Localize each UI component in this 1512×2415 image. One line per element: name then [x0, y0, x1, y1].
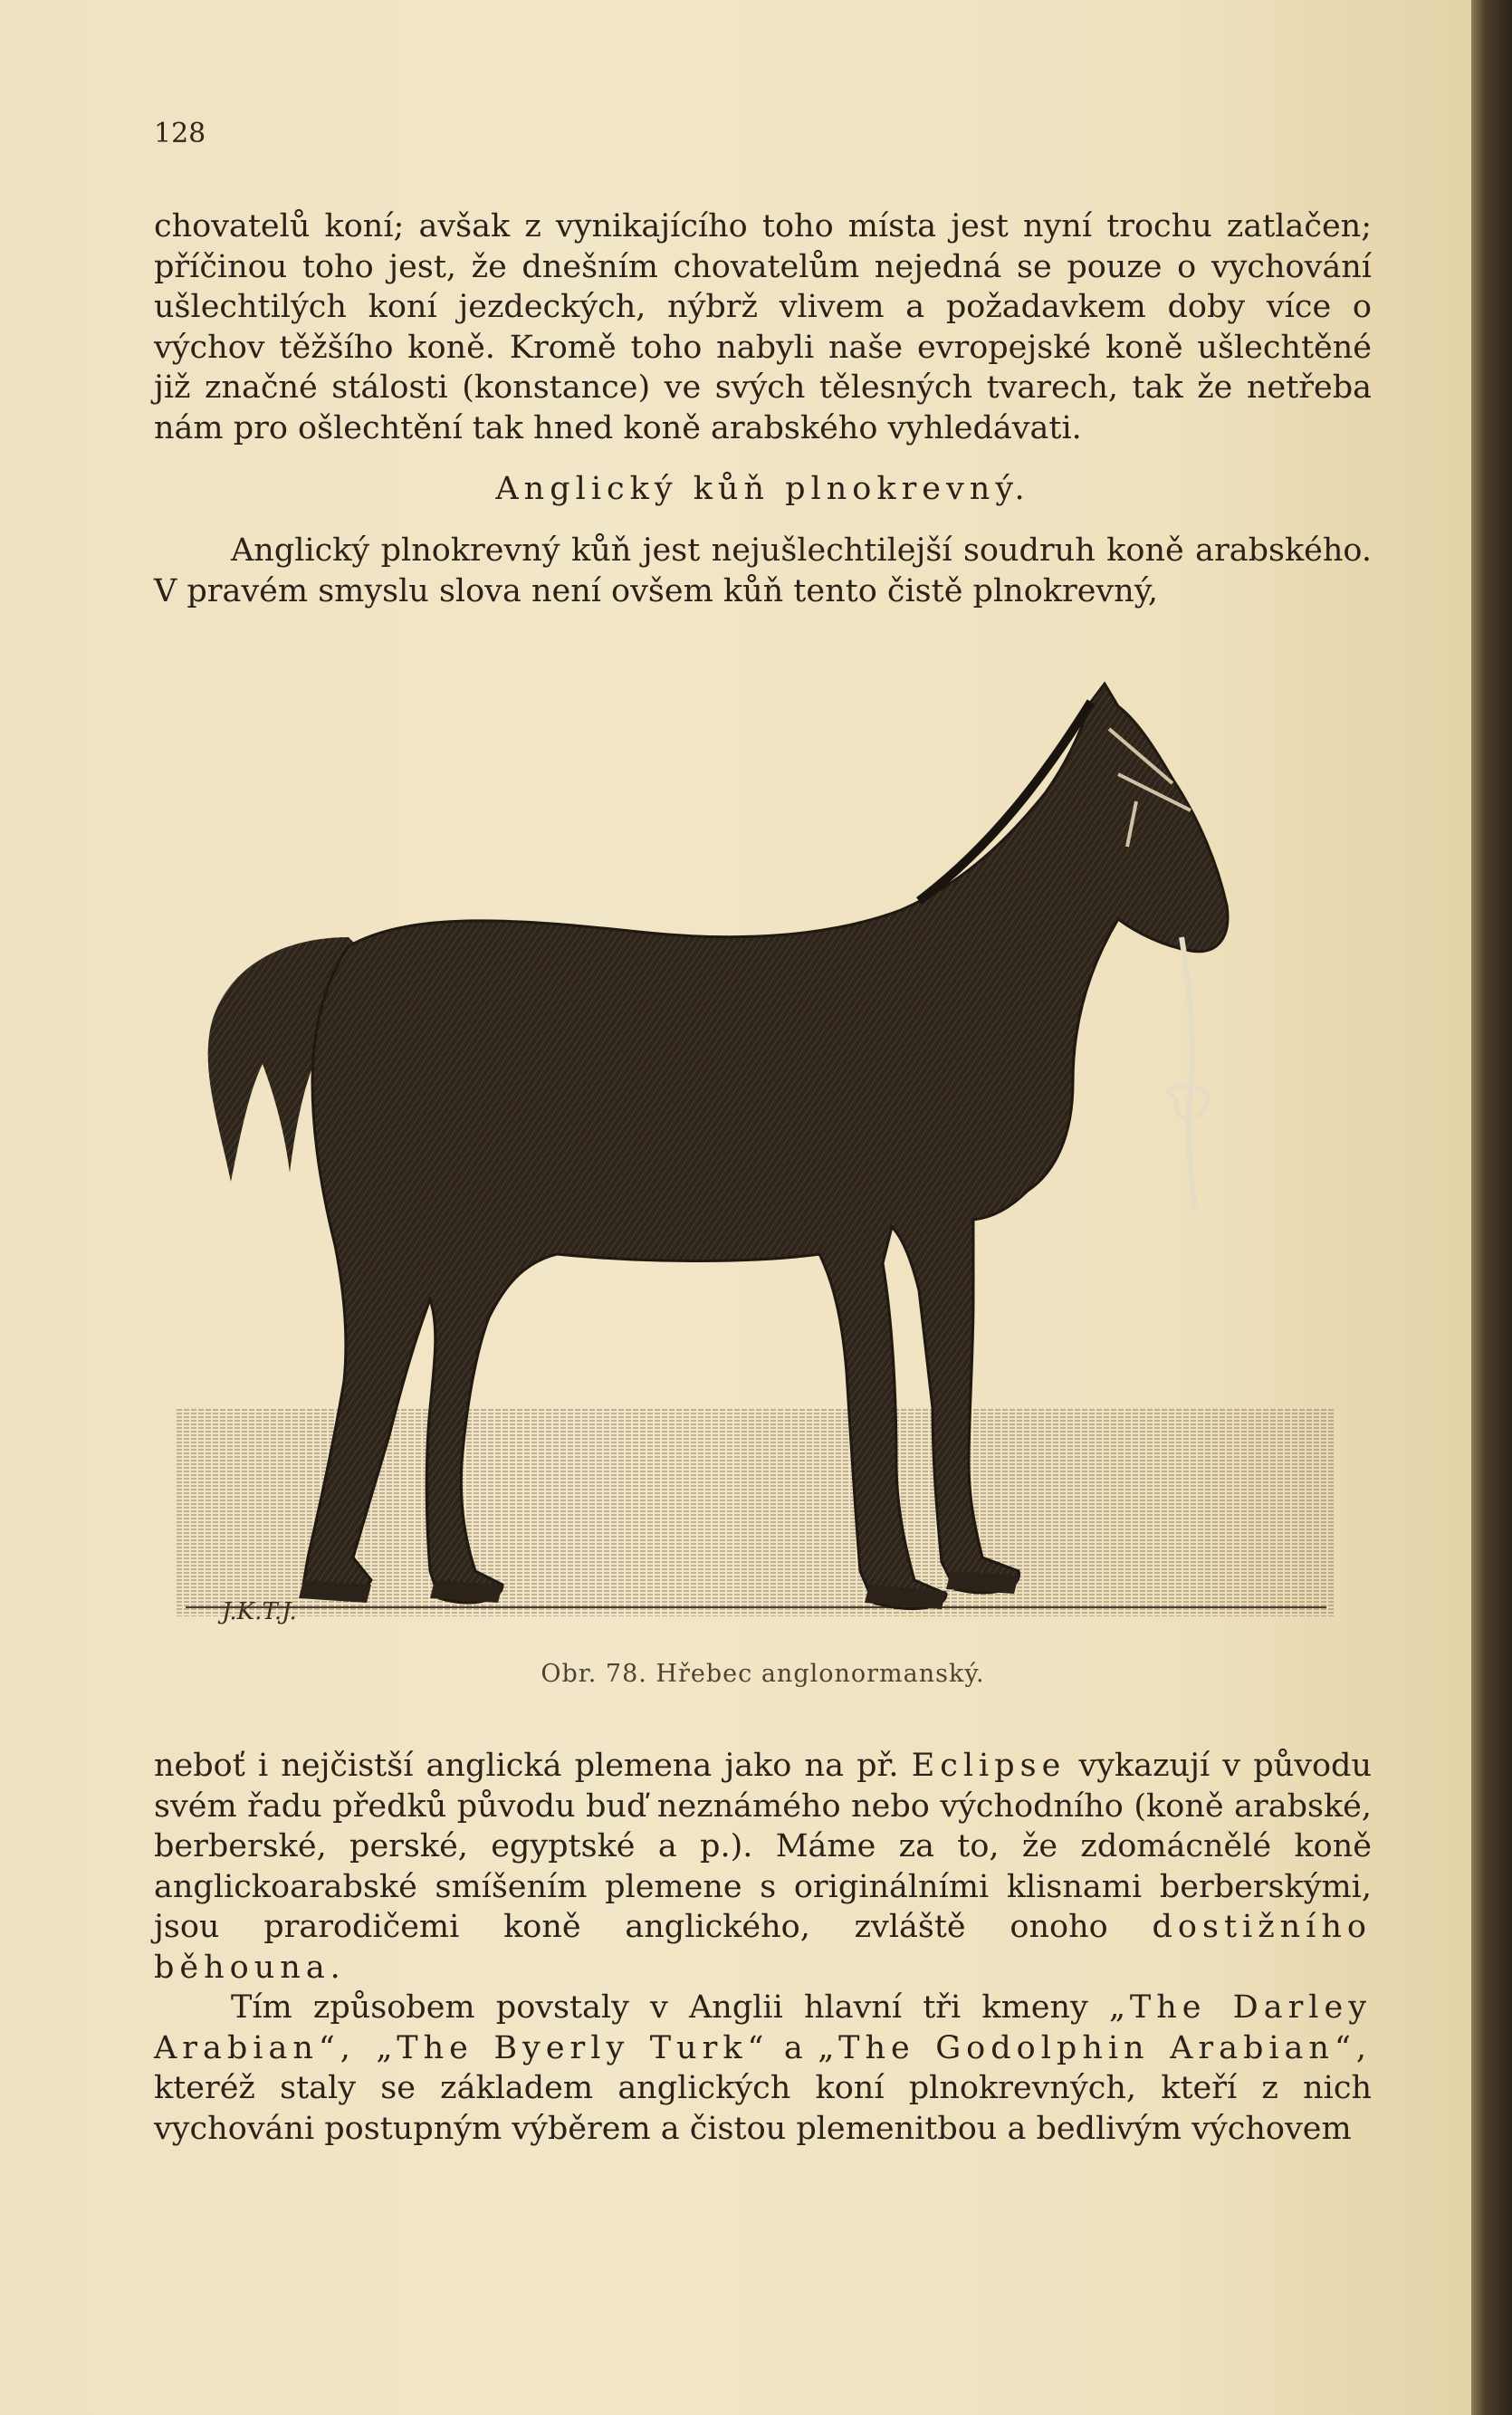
spaced-term-runner: dostižního běhouna.	[154, 1909, 1372, 1986]
text-span: neboť i nejčistší anglická plemena jako na př.	[154, 1748, 899, 1784]
paragraph-top-text: chovatelů koní; avšak z vynikajícího toho místa jest nyní trochu zatlačen; příčinou toho jest, že dnešním chovatelům nejedná se pouze o vychování ušlechtilých koní jezdeckých, nýbrž vlivem a požadavkem doby více o výchov těžšího koně. Kromě toho nabyli naše evropejské koně ušlechtěné již značné stálosti (konstance) ve svých tělesných tvarech, tak že netřeba nám pro ošlechtění tak hned koně arabského vyhledávati.	[154, 208, 1372, 446]
book-spine	[1471, 0, 1512, 2415]
figure-caption: Obr. 78. Hřebec anglonormanský.	[541, 1660, 985, 1688]
paragraph-section	[154, 531, 1372, 611]
horse-illustration	[177, 666, 1335, 1644]
section-heading: Anglický kůň plnokrevný.	[495, 471, 1030, 507]
lead-rope	[1182, 937, 1195, 1209]
paragraph-top	[154, 206, 1372, 448]
spaced-term-godolphin: „The Godolphin Arabian“,	[818, 2029, 1372, 2066]
spaced-term-eclipse: Eclipse	[911, 1748, 1067, 1784]
paragraph-after-1	[154, 1746, 1372, 1988]
spaced-term-breeds: „The Darley Arabian“, „The Byerly Turk“	[154, 1989, 1372, 2066]
text-span: Tím způsobem povstaly v Anglii hlavní tři kmeny	[231, 1989, 1088, 2026]
text-span: vykazují v původu svém řadu předků původu buď neznámého nebo východního (koně arabské, berberské, perské, egyptské a p.). Máme za to, že zdomácnělé koně anglickoarabské smíšením plemene s originálními klisnami berberskými, jsou prarodičemi koně anglického, zvláště onoho	[154, 1748, 1372, 1945]
page-number: 128	[154, 118, 206, 149]
engraver-signature: J.K.T.J.	[222, 1598, 297, 1625]
paragraph-after-2-text	[154, 1988, 1372, 2149]
paragraph-section-text: Anglický plnokrevný kůň jest nejušlechtilejší soudruh koně arabského. V pravém smyslu slova není ovšem kůň tento čistě plnokrevný,	[154, 532, 1372, 609]
paragraph-after-2	[154, 1988, 1372, 2149]
text-span: a	[783, 2029, 803, 2066]
text-span: kteréž staly se základem anglických koní plnokrevných, kteří z nich vychováni postupným výběrem a čistou plemenitbou a bedlivým výchovem	[154, 2070, 1372, 2147]
paragraph-after-1-text	[154, 1746, 1372, 1988]
